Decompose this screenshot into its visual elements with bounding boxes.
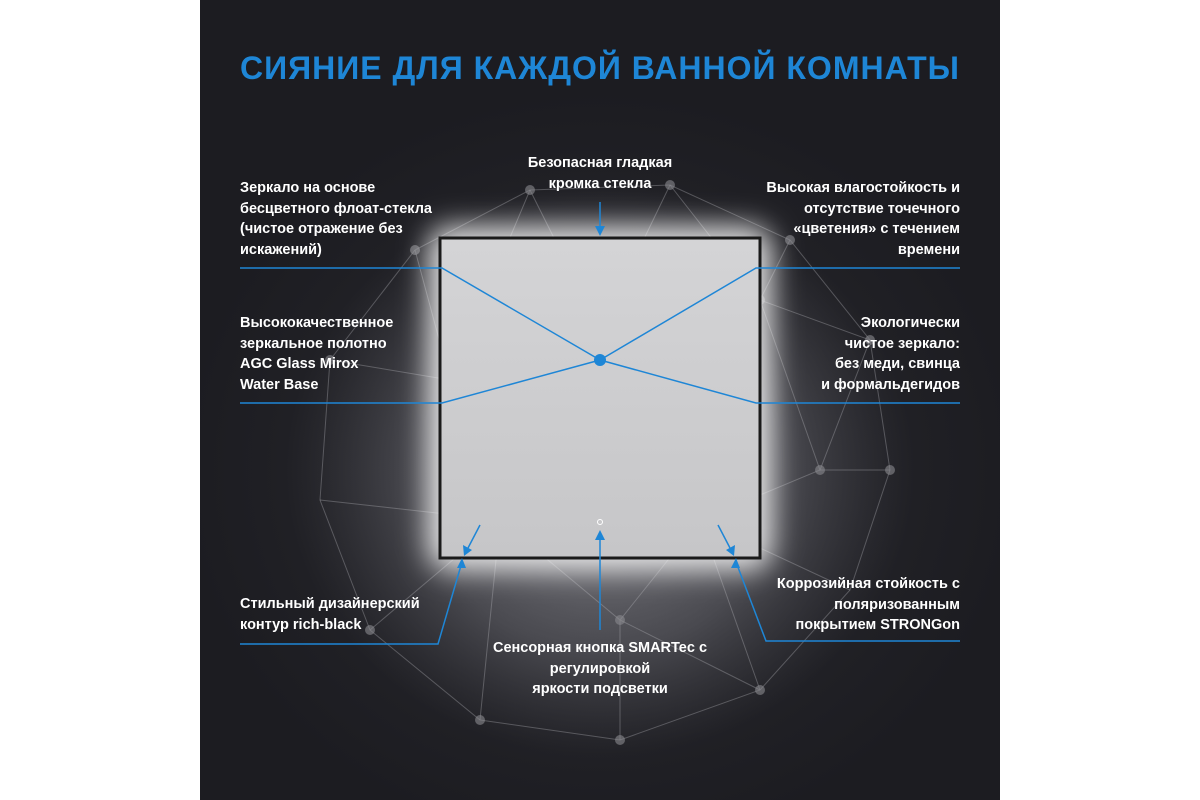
infographic-panel [200, 0, 1000, 800]
callout-bottom-center: Сенсорная кнопка SMARTec с регулировкой яркости подсветки [492, 640, 708, 697]
mirror [440, 238, 760, 558]
center-point [594, 354, 606, 366]
callout-bottom-right: Коррозийная стойкость с поляризованным покрытием STRONGon [776, 576, 960, 633]
callout-mid-left: Высококачественное зеркальное полотно AGC Glass Mirox Water Base [240, 315, 394, 393]
callout-top-center: Безопасная гладкая кромка стекла [527, 155, 673, 192]
callout-top-right: Высокая влагостойкость и отсутствие точечного «цветения» с течением времени [766, 180, 960, 258]
callout-top-left: Зеркало на основе бесцветного флоат-стекла (чистое отражение без искажений) [240, 180, 432, 258]
page-title: СИЯНИЕ ДЛЯ КАЖДОЙ ВАННОЙ КОМНАТЫ [240, 50, 960, 86]
callout-bottom-left: Стильный дизайнерский контур rich-black [240, 596, 420, 633]
callout-mid-right: Экологически чистое зеркало: без меди, свинца и формальдегидов [821, 315, 960, 393]
